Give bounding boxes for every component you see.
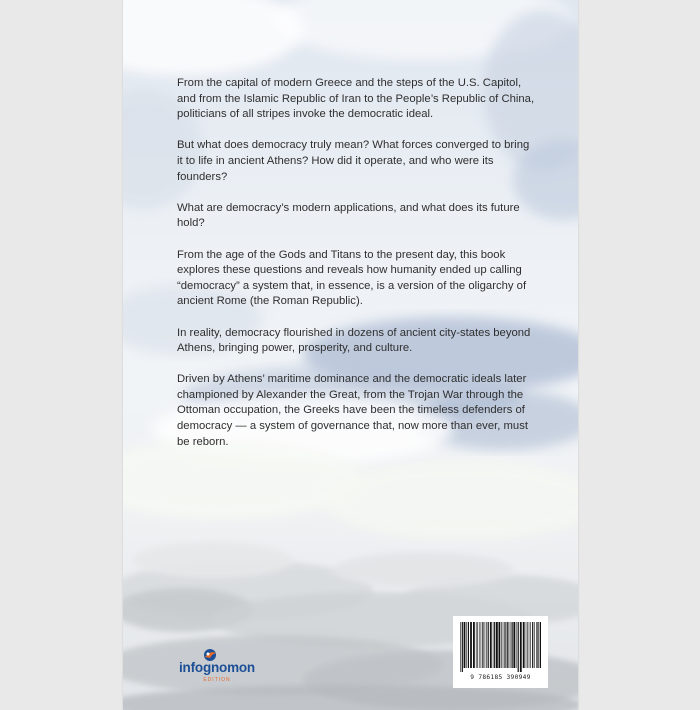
barcode-bar — [530, 622, 531, 668]
barcode-bar — [486, 622, 487, 668]
back-cover-blurb — [177, 76, 537, 466]
barcode-bar — [516, 622, 517, 668]
barcode-bar — [505, 622, 506, 668]
barcode-bar — [520, 622, 522, 672]
barcode-bar — [473, 622, 475, 668]
barcode-bar — [501, 622, 502, 668]
barcode-bar — [476, 622, 477, 668]
barcode-bar — [532, 622, 533, 668]
barcode-bar — [466, 622, 467, 668]
barcode-bar — [512, 622, 513, 668]
publisher-edition-label: EDITION — [203, 677, 231, 683]
barcode-bar — [481, 622, 482, 668]
blurb-paragraph-4: From the age of the Gods and Titans to the present day, this book explores these questions and reveals how humanity ended up calling “democracy” a system that, in essence, is a version of the oligarchy of ancient Rome (the Roman Republic). — [177, 248, 527, 308]
barcode-bar — [510, 622, 511, 668]
publisher-logo — [167, 648, 267, 688]
barcode-bar — [460, 622, 461, 672]
blurb-paragraph-2: But what does democracy truly mean? What forces converged to bring it to life in ancient Athens? How did it operate, and who were its founders? — [177, 139, 530, 183]
barcode-bar — [482, 622, 483, 668]
barcode-bar — [493, 622, 494, 668]
barcode-bar — [526, 622, 527, 668]
barcode-bar — [470, 622, 472, 668]
barcode-bars — [460, 622, 541, 672]
publisher-name: infognomon — [179, 660, 255, 675]
isbn-number: 9 786185 390949 — [470, 674, 531, 681]
barcode-bar — [496, 622, 498, 668]
isbn-barcode — [453, 616, 548, 688]
barcode-bar — [534, 622, 535, 668]
barcode-bar — [494, 622, 495, 668]
barcode-bar — [536, 622, 537, 668]
barcode-bar — [499, 622, 501, 668]
barcode-bar — [529, 622, 530, 668]
barcode-bar — [513, 622, 515, 668]
barcode-bar — [507, 622, 508, 668]
barcode-bar — [527, 622, 528, 668]
barcode-bar — [485, 622, 486, 668]
barcode-bar — [518, 622, 519, 672]
barcode-bar — [540, 622, 541, 668]
barcode-bar — [490, 622, 492, 668]
barcode-bar — [509, 622, 510, 668]
barcode-bar — [479, 622, 480, 668]
barcode-bar — [477, 622, 478, 668]
barcode-bar — [464, 622, 466, 668]
blurb-paragraph-6: Driven by Athens’ maritime dominance and the democratic ideals later championed by Alexander the Great, from the Trojan War through the Ottoman occupation, the Greeks have been the timeless defenders of democracy — a system of governance that, now more than ever, must be reborn. — [177, 373, 528, 448]
barcode-bar — [537, 622, 538, 668]
blurb-paragraph-1: From the capital of modern Greece and the steps of the U.S. Capitol, and from the Islamic Republic of Iran to the People’s Republic of China, politicians of all stripes invoke the democratic ideal. — [177, 77, 535, 121]
blurb-paragraph-3: What are democracy’s modern applications, and what does its future hold? — [177, 201, 520, 230]
barcode-bar — [503, 622, 504, 668]
barcode-bar — [504, 622, 505, 668]
barcode-bar — [488, 622, 489, 668]
barcode-bar — [523, 622, 525, 668]
book-back-cover — [123, 0, 578, 710]
barcode-bar — [462, 622, 463, 672]
blurb-paragraph-5: In reality, democracy flourished in dozens of ancient city-states beyond Athens, bringing power, prosperity, and culture. — [177, 326, 531, 355]
barcode-bar — [468, 622, 469, 668]
